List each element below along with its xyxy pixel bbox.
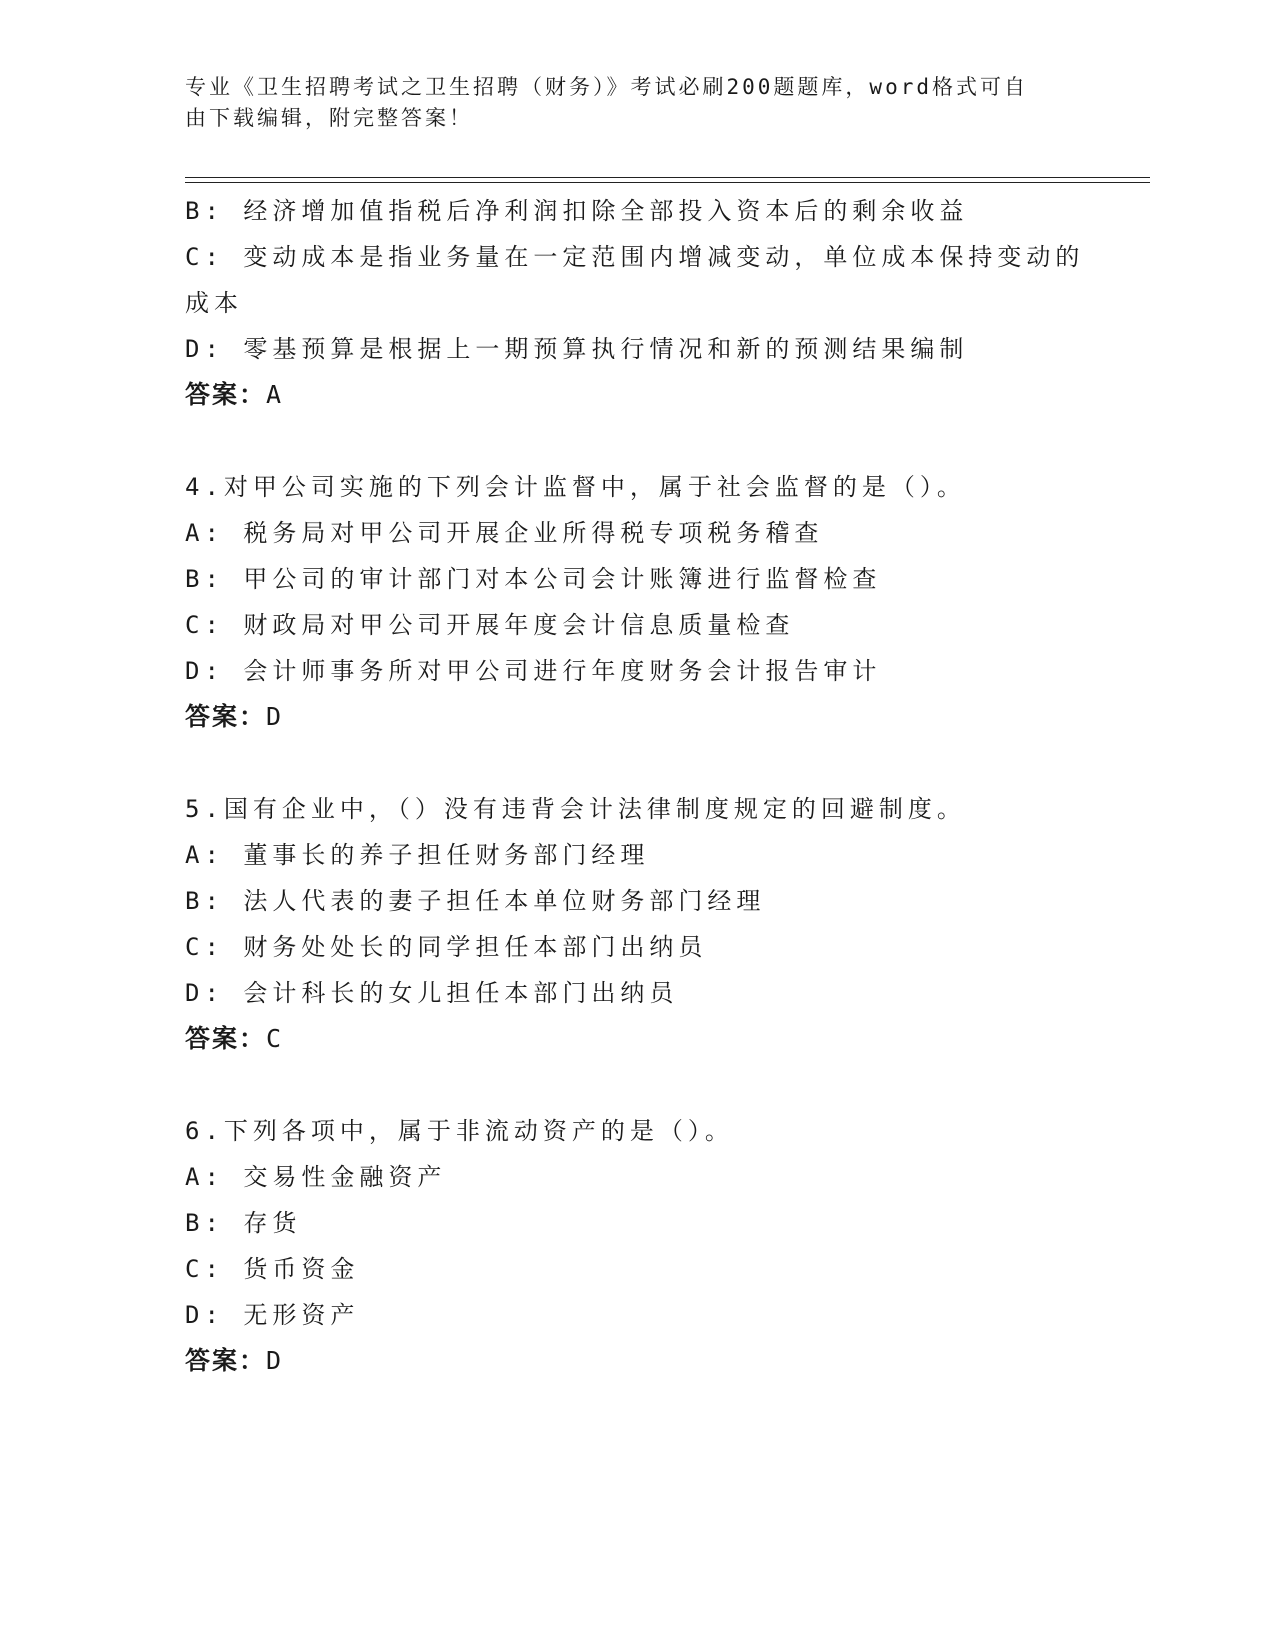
question-3-continuation xyxy=(185,188,1085,418)
answer-label: 答案： xyxy=(185,380,267,409)
option-c: C: 财务处处长的同学担任本部门出纳员 xyxy=(185,933,708,961)
answer-value: D xyxy=(266,702,283,731)
question-stem: 5.国有企业中，（）没有违背会计法律制度规定的回避制度。 xyxy=(185,795,966,823)
spacer xyxy=(185,1062,1085,1108)
answer-line xyxy=(185,1016,1085,1062)
answer-line xyxy=(185,1338,1085,1384)
option-a: A: 交易性金融资产 xyxy=(185,1163,447,1191)
answer-label: 答案： xyxy=(185,1024,267,1053)
question-6 xyxy=(185,1108,1085,1384)
option-b: B: 经济增加值指税后净利润扣除全部投入资本后的剩余收益 xyxy=(185,197,969,225)
option-d: D: 会计师事务所对甲公司进行年度财务会计报告审计 xyxy=(185,657,882,685)
question-5 xyxy=(185,786,1085,1062)
option-a: A: 税务局对甲公司开展企业所得税专项税务稽查 xyxy=(185,519,824,547)
answer-line xyxy=(185,694,1085,740)
question-4 xyxy=(185,464,1085,740)
option-a: A: 董事长的养子担任财务部门经理 xyxy=(185,841,650,869)
question-list xyxy=(185,188,1085,1384)
answer-label: 答案： xyxy=(185,702,267,731)
option-d: D: 会计科长的女儿担任本部门出纳员 xyxy=(185,979,679,1007)
header-title-line-1: 专业《卫生招聘考试之卫生招聘（财务）》考试必刷200题题库，word格式可自 xyxy=(185,75,1028,99)
header-title-line-2: 由下载编辑，附完整答案！ xyxy=(185,106,473,130)
answer-value: D xyxy=(266,1346,283,1375)
option-c: C: 货币资金 xyxy=(185,1255,360,1283)
answer-line xyxy=(185,372,1085,418)
header-divider-top xyxy=(185,177,1150,178)
option-b: B: 甲公司的审计部门对本公司会计账簿进行监督检查 xyxy=(185,565,882,593)
answer-value: A xyxy=(266,380,283,409)
option-b: B: 存货 xyxy=(185,1209,302,1237)
spacer xyxy=(185,418,1085,464)
answer-label: 答案： xyxy=(185,1346,267,1375)
spacer xyxy=(185,740,1085,786)
question-stem: 6.下列各项中，属于非流动资产的是（）。 xyxy=(185,1117,734,1145)
option-c-wrap: 成本 xyxy=(185,289,243,317)
option-c: C: 变动成本是指业务量在一定范围内增减变动，单位成本保持变动的 xyxy=(185,243,1085,271)
question-stem: 4.对甲公司实施的下列会计监督中，属于社会监督的是（）。 xyxy=(185,473,966,501)
option-d: D: 零基预算是根据上一期预算执行情况和新的预测结果编制 xyxy=(185,335,969,363)
header-divider-bottom xyxy=(185,182,1150,183)
option-c: C: 财政局对甲公司开展年度会计信息质量检查 xyxy=(185,611,795,639)
answer-value: C xyxy=(266,1024,283,1053)
option-d: D: 无形资产 xyxy=(185,1301,360,1329)
option-b: B: 法人代表的妻子担任本单位财务部门经理 xyxy=(185,887,766,915)
document-header xyxy=(185,72,1065,134)
